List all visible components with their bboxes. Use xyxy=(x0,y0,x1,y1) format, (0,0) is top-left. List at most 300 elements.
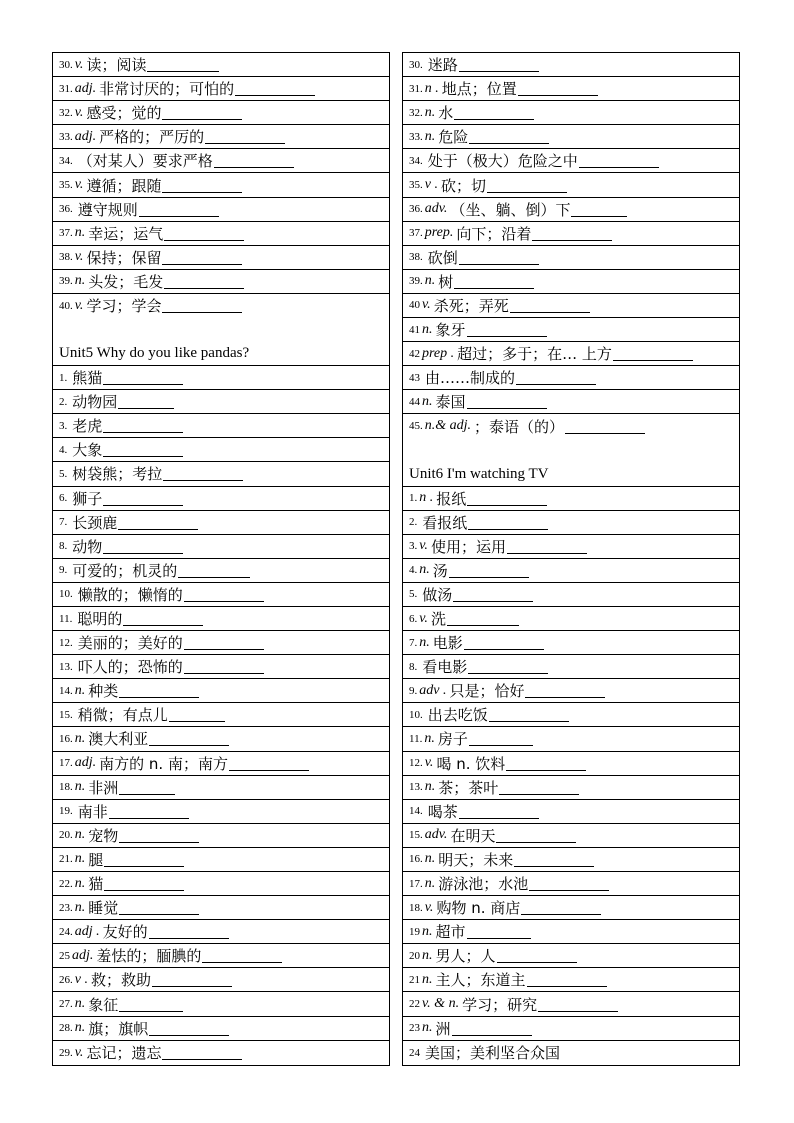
answer-blank[interactable] xyxy=(529,876,609,891)
item-number: 35. xyxy=(59,179,73,192)
item-number: 32. xyxy=(409,106,423,119)
part-of-speech: adj. xyxy=(74,128,97,144)
part-of-speech: n. xyxy=(74,225,86,241)
item-number: 17. xyxy=(59,757,73,770)
answer-blank[interactable] xyxy=(149,924,229,939)
answer-blank[interactable] xyxy=(119,780,175,795)
part-of-speech: adj. xyxy=(74,755,97,771)
answer-blank[interactable] xyxy=(119,900,199,915)
answer-blank[interactable] xyxy=(565,419,645,434)
part-of-speech: n. xyxy=(419,562,430,578)
vocab-row xyxy=(53,487,389,511)
part-of-speech: v. xyxy=(74,177,84,193)
part-of-speech: n.& adj. xyxy=(424,418,472,434)
chinese-meaning: 非洲 xyxy=(88,778,119,797)
answer-blank[interactable] xyxy=(469,129,549,144)
part-of-speech: n. xyxy=(74,899,86,915)
item-number: 20 xyxy=(409,949,420,962)
item-number: 17. xyxy=(409,877,423,890)
vocab-row xyxy=(403,1041,739,1065)
part-of-speech: v. xyxy=(419,538,428,554)
item-number: 9. xyxy=(409,684,418,697)
answer-blank[interactable] xyxy=(571,202,627,217)
chinese-meaning: （坐、躺、倒）下 xyxy=(450,200,571,219)
answer-blank[interactable] xyxy=(229,756,309,771)
vocab-row xyxy=(403,246,739,270)
answer-blank[interactable] xyxy=(103,418,183,433)
chinese-meaning: 喝茶 xyxy=(427,802,458,821)
part-of-speech: v. xyxy=(424,755,434,771)
answer-blank[interactable] xyxy=(104,852,184,867)
item-number: 13. xyxy=(59,660,73,673)
answer-blank[interactable] xyxy=(467,491,547,506)
vocab-row xyxy=(403,752,739,776)
answer-blank[interactable] xyxy=(516,370,596,385)
vocab-row xyxy=(403,173,739,197)
answer-blank[interactable] xyxy=(184,635,264,650)
unit6-heading xyxy=(403,439,739,487)
chinese-meaning: 救；救助 xyxy=(90,971,151,990)
part-of-speech: n. xyxy=(74,1020,86,1036)
part-of-speech: n. xyxy=(422,1020,433,1036)
vocab-row xyxy=(53,535,389,559)
vocab-row xyxy=(53,294,389,318)
answer-blank[interactable] xyxy=(464,635,544,650)
item-number: 23 xyxy=(409,1022,420,1035)
item-number: 21 xyxy=(409,973,420,986)
item-number: 33. xyxy=(59,130,73,143)
vocab-row xyxy=(403,992,739,1016)
vocab-row xyxy=(53,583,389,607)
answer-blank[interactable] xyxy=(149,1021,229,1036)
chinese-meaning: 动物园 xyxy=(72,393,118,412)
vocab-row xyxy=(403,679,739,703)
answer-blank[interactable] xyxy=(506,756,586,771)
chinese-meaning: 只是；恰好 xyxy=(449,682,525,701)
chinese-meaning: 读；阅读 xyxy=(86,56,147,75)
left-section-a xyxy=(53,53,389,318)
part-of-speech: v. xyxy=(422,297,431,313)
item-number: 2. xyxy=(409,516,418,529)
part-of-speech: n. xyxy=(74,779,86,795)
item-number: 20. xyxy=(59,829,73,842)
item-number: 3. xyxy=(409,540,418,553)
chinese-meaning: 茶；茶叶 xyxy=(438,778,499,797)
answer-blank[interactable] xyxy=(104,876,184,891)
item-number: 19. xyxy=(59,805,73,818)
answer-blank[interactable] xyxy=(109,804,189,819)
item-number: 34. xyxy=(409,154,423,167)
chinese-meaning: 象牙 xyxy=(435,321,466,340)
vocab-row xyxy=(53,752,389,776)
answer-blank[interactable] xyxy=(205,129,285,144)
chinese-meaning: 大象 xyxy=(72,441,103,460)
chinese-meaning: ；泰语（的） xyxy=(474,417,565,436)
vocab-row xyxy=(403,318,739,342)
chinese-meaning: 砍；切 xyxy=(440,176,486,195)
chinese-meaning: 泰国 xyxy=(435,393,466,412)
answer-blank[interactable] xyxy=(214,153,294,168)
answer-blank[interactable] xyxy=(468,515,548,530)
chinese-meaning: 长颈鹿 xyxy=(72,513,118,532)
right-section-a xyxy=(403,53,739,439)
item-number: 33. xyxy=(409,130,423,143)
vocab-row xyxy=(53,173,389,197)
item-number: 5. xyxy=(409,588,418,601)
chinese-meaning: 忘记；遗忘 xyxy=(86,1044,162,1063)
item-number: 29. xyxy=(59,1046,73,1059)
part-of-speech: n. xyxy=(424,730,435,746)
chinese-meaning: 明天；未来 xyxy=(438,850,514,869)
answer-blank[interactable] xyxy=(467,394,547,409)
vocab-row xyxy=(53,872,389,896)
answer-blank[interactable] xyxy=(532,226,612,241)
item-number: 10. xyxy=(409,708,423,721)
chinese-meaning: 遵循；跟随 xyxy=(86,176,162,195)
chinese-meaning: 友好的 xyxy=(102,923,148,942)
answer-blank[interactable] xyxy=(487,178,567,193)
answer-blank[interactable] xyxy=(527,972,607,987)
vocab-row xyxy=(53,703,389,727)
unit-title: Unit5 Why do you like pandas? xyxy=(59,345,250,362)
item-number: 43 xyxy=(409,371,420,384)
vocab-row xyxy=(403,390,739,414)
item-number: 36. xyxy=(409,203,423,216)
answer-blank[interactable] xyxy=(119,828,199,843)
item-number: 2. xyxy=(59,395,68,408)
vocab-row xyxy=(403,968,739,992)
chinese-meaning: 学习；研究 xyxy=(462,995,538,1014)
vocab-row xyxy=(403,800,739,824)
answer-blank[interactable] xyxy=(489,707,569,722)
part-of-speech: prep . xyxy=(422,345,455,361)
part-of-speech: n. xyxy=(422,321,433,337)
vocab-row xyxy=(403,559,739,583)
chinese-meaning: 向下；沿着 xyxy=(456,224,532,243)
vocab-row xyxy=(403,149,739,173)
part-of-speech: n. xyxy=(74,827,86,843)
item-number: 12. xyxy=(59,636,73,649)
answer-blank[interactable] xyxy=(521,900,601,915)
answer-blank[interactable] xyxy=(149,731,229,746)
vocab-row xyxy=(403,294,739,318)
vocab-row xyxy=(403,487,739,511)
part-of-speech: n. xyxy=(74,875,86,891)
part-of-speech: n. xyxy=(422,393,433,409)
answer-blank[interactable] xyxy=(118,394,174,409)
part-of-speech: v. xyxy=(74,56,84,72)
vocab-row xyxy=(403,944,739,968)
chinese-meaning: 地点；位置 xyxy=(441,80,517,99)
answer-blank[interactable] xyxy=(525,683,605,698)
part-of-speech: n. xyxy=(424,273,436,289)
vocab-row xyxy=(403,270,739,294)
chinese-meaning: 聪明的 xyxy=(77,610,123,629)
answer-blank[interactable] xyxy=(162,1045,242,1060)
part-of-speech: adj . xyxy=(74,923,100,939)
vocab-row xyxy=(403,872,739,896)
chinese-meaning: 在明天 xyxy=(450,826,496,845)
item-number: 37. xyxy=(409,227,423,240)
item-number: 15. xyxy=(409,829,423,842)
item-number: 7. xyxy=(59,516,68,529)
item-number: 21. xyxy=(59,853,73,866)
chinese-meaning: 处于（极大）危险之中 xyxy=(427,152,578,171)
chinese-meaning: 动物 xyxy=(72,537,103,556)
item-number: 26. xyxy=(59,973,73,986)
answer-blank[interactable] xyxy=(152,972,232,987)
chinese-meaning: 洗 xyxy=(430,610,446,629)
answer-blank[interactable] xyxy=(447,611,519,626)
chinese-meaning: 报纸 xyxy=(436,489,467,508)
item-number: 39. xyxy=(59,275,73,288)
item-number: 24. xyxy=(59,925,73,938)
vocab-row xyxy=(53,414,389,438)
vocab-row xyxy=(53,125,389,149)
vocab-row xyxy=(53,511,389,535)
answer-blank[interactable] xyxy=(459,804,539,819)
right-vocab-table xyxy=(402,52,740,1066)
item-number: 22 xyxy=(409,998,420,1011)
vocab-row xyxy=(53,222,389,246)
item-number: 8. xyxy=(59,540,68,553)
item-number: 14. xyxy=(59,684,73,697)
vocab-row xyxy=(53,1041,389,1065)
part-of-speech: v. xyxy=(74,249,84,265)
item-number: 34. xyxy=(59,154,73,167)
answer-blank[interactable] xyxy=(454,274,534,289)
vocab-row xyxy=(53,438,389,462)
answer-blank[interactable] xyxy=(184,587,264,602)
vocab-row xyxy=(403,535,739,559)
item-number: 10. xyxy=(59,588,73,601)
chinese-meaning: 电影 xyxy=(432,634,463,653)
chinese-meaning: 羞怯的；腼腆的 xyxy=(96,947,202,966)
chinese-meaning: 杀死；弄死 xyxy=(433,296,509,315)
answer-blank[interactable] xyxy=(468,659,548,674)
vocab-row xyxy=(403,920,739,944)
answer-blank[interactable] xyxy=(202,948,282,963)
answer-blank[interactable] xyxy=(467,322,547,337)
chinese-meaning: 房子 xyxy=(437,730,468,749)
answer-blank[interactable] xyxy=(538,997,618,1012)
chinese-meaning: 水 xyxy=(438,104,454,123)
vocab-row xyxy=(403,77,739,101)
vocab-row xyxy=(403,511,739,535)
vocab-row xyxy=(403,848,739,872)
part-of-speech: n . xyxy=(419,490,434,506)
vocab-row xyxy=(53,607,389,631)
answer-blank[interactable] xyxy=(103,539,183,554)
chinese-meaning: 超过；多于；在… 上方 xyxy=(457,345,612,364)
item-number: 37. xyxy=(59,227,73,240)
vocab-row xyxy=(403,631,739,655)
answer-blank[interactable] xyxy=(139,202,219,217)
part-of-speech: n. xyxy=(422,971,433,987)
part-of-speech: n. xyxy=(74,851,86,867)
answer-blank[interactable] xyxy=(103,370,183,385)
part-of-speech: n . xyxy=(424,80,439,96)
answer-blank[interactable] xyxy=(449,563,529,578)
answer-blank[interactable] xyxy=(453,587,533,602)
answer-blank[interactable] xyxy=(579,153,659,168)
vocab-row xyxy=(53,366,389,390)
item-number: 11. xyxy=(409,732,423,745)
answer-blank[interactable] xyxy=(469,731,533,746)
answer-blank[interactable] xyxy=(119,683,199,698)
item-number: 35. xyxy=(409,179,423,192)
answer-blank[interactable] xyxy=(162,178,242,193)
vocab-row xyxy=(403,222,739,246)
answer-blank[interactable] xyxy=(459,250,539,265)
part-of-speech: v. xyxy=(424,899,434,915)
item-number: 12. xyxy=(409,757,423,770)
answer-blank[interactable] xyxy=(162,250,242,265)
vocab-row xyxy=(403,125,739,149)
chinese-meaning: 猫 xyxy=(88,875,104,894)
vocab-row xyxy=(53,848,389,872)
answer-blank[interactable] xyxy=(613,346,693,361)
right-section-b xyxy=(403,487,739,1065)
chinese-meaning: 超市 xyxy=(435,923,466,942)
item-number: 6. xyxy=(409,612,418,625)
answer-blank[interactable] xyxy=(499,780,579,795)
answer-blank[interactable] xyxy=(178,563,250,578)
answer-blank[interactable] xyxy=(452,1021,532,1036)
chinese-meaning: 迷路 xyxy=(427,56,458,75)
vocab-row xyxy=(53,896,389,920)
chinese-meaning: 吓人的；恐怖的 xyxy=(77,658,183,677)
chinese-meaning: 头发；毛发 xyxy=(88,272,164,291)
item-number: 44 xyxy=(409,395,420,408)
part-of-speech: adv. xyxy=(424,827,448,843)
chinese-meaning: 旗；旗帜 xyxy=(88,1019,149,1038)
vocab-row xyxy=(403,342,739,366)
chinese-meaning: 美丽的；美好的 xyxy=(77,634,183,653)
chinese-meaning: 宠物 xyxy=(88,826,119,845)
item-number: 39. xyxy=(409,275,423,288)
part-of-speech: n. xyxy=(424,104,436,120)
chinese-meaning: 熊猫 xyxy=(72,369,103,388)
item-number: 13. xyxy=(409,781,423,794)
left-section-b xyxy=(53,366,389,1065)
chinese-meaning: 学习；学会 xyxy=(86,297,162,316)
part-of-speech: adv . xyxy=(419,682,447,698)
answer-blank[interactable] xyxy=(163,466,243,481)
item-number: 40. xyxy=(59,299,73,312)
vocab-row xyxy=(53,800,389,824)
chinese-meaning: 幸运；运气 xyxy=(88,224,164,243)
chinese-meaning: 感受；觉的 xyxy=(86,104,162,123)
item-number: 5. xyxy=(59,467,68,480)
chinese-meaning: （对某人）要求严格 xyxy=(77,152,213,171)
chinese-meaning: 做汤 xyxy=(422,585,453,604)
chinese-meaning: 喝 n. 饮料 xyxy=(436,754,506,773)
vocab-row xyxy=(53,776,389,800)
answer-blank[interactable] xyxy=(123,611,203,626)
item-number: 32. xyxy=(59,106,73,119)
vocab-row xyxy=(403,655,739,679)
vocab-row xyxy=(403,727,739,751)
answer-blank[interactable] xyxy=(162,298,242,313)
answer-blank[interactable] xyxy=(510,298,590,313)
part-of-speech: v. & n. xyxy=(422,996,460,1012)
vocab-row xyxy=(403,896,739,920)
item-number: 8. xyxy=(409,660,418,673)
item-number: 41 xyxy=(409,323,420,336)
part-of-speech: v. xyxy=(74,1044,84,1060)
vocab-row xyxy=(53,559,389,583)
vocab-row xyxy=(53,944,389,968)
answer-blank[interactable] xyxy=(454,105,534,120)
left-vocab-table xyxy=(52,52,390,1066)
part-of-speech: n. xyxy=(424,875,436,891)
item-number: 22. xyxy=(59,877,73,890)
item-number: 11. xyxy=(59,612,73,625)
item-number: 30. xyxy=(409,58,423,71)
item-number: 1. xyxy=(59,371,68,384)
answer-blank[interactable] xyxy=(147,57,219,72)
chinese-meaning: 美国；美利坚合众国 xyxy=(425,1044,561,1063)
answer-blank[interactable] xyxy=(118,515,198,530)
part-of-speech: n. xyxy=(74,682,86,698)
vocab-row xyxy=(403,101,739,125)
answer-blank[interactable] xyxy=(119,997,183,1012)
answer-blank[interactable] xyxy=(459,57,539,72)
answer-blank[interactable] xyxy=(169,707,225,722)
answer-blank[interactable] xyxy=(235,81,315,96)
part-of-speech: n. xyxy=(422,923,433,939)
chinese-meaning: 种类 xyxy=(88,682,119,701)
vocab-row xyxy=(53,270,389,294)
answer-blank[interactable] xyxy=(164,226,244,241)
chinese-meaning: 懒散的；懒惰的 xyxy=(77,585,183,604)
chinese-meaning: 稍微；有点儿 xyxy=(77,706,168,725)
chinese-meaning: 南非 xyxy=(77,802,108,821)
item-number: 16. xyxy=(409,853,423,866)
answer-blank[interactable] xyxy=(103,442,183,457)
answer-blank[interactable] xyxy=(103,491,183,506)
part-of-speech: n. xyxy=(424,128,436,144)
item-number: 31. xyxy=(59,82,73,95)
answer-blank[interactable] xyxy=(496,828,576,843)
item-number: 18. xyxy=(409,901,423,914)
answer-blank[interactable] xyxy=(497,948,577,963)
part-of-speech: prep. xyxy=(424,225,454,241)
item-number: 4. xyxy=(409,564,418,577)
part-of-speech: v . xyxy=(74,971,88,987)
part-of-speech: n. xyxy=(422,947,433,963)
answer-blank[interactable] xyxy=(467,924,531,939)
item-number: 9. xyxy=(59,564,68,577)
chinese-meaning: 砍倒 xyxy=(427,248,458,267)
item-number: 18. xyxy=(59,781,73,794)
part-of-speech: v. xyxy=(419,610,428,626)
vocab-row xyxy=(53,53,389,77)
item-number: 38. xyxy=(59,251,73,264)
answer-blank[interactable] xyxy=(518,81,598,96)
answer-blank[interactable] xyxy=(162,105,242,120)
answer-blank[interactable] xyxy=(507,539,587,554)
answer-blank[interactable] xyxy=(514,852,594,867)
item-number: 27. xyxy=(59,998,73,1011)
chinese-meaning: 树 xyxy=(438,272,454,291)
vocab-row xyxy=(53,198,389,222)
part-of-speech: adj. xyxy=(74,80,97,96)
answer-blank[interactable] xyxy=(184,659,264,674)
item-number: 31. xyxy=(409,82,423,95)
answer-blank[interactable] xyxy=(164,274,244,289)
